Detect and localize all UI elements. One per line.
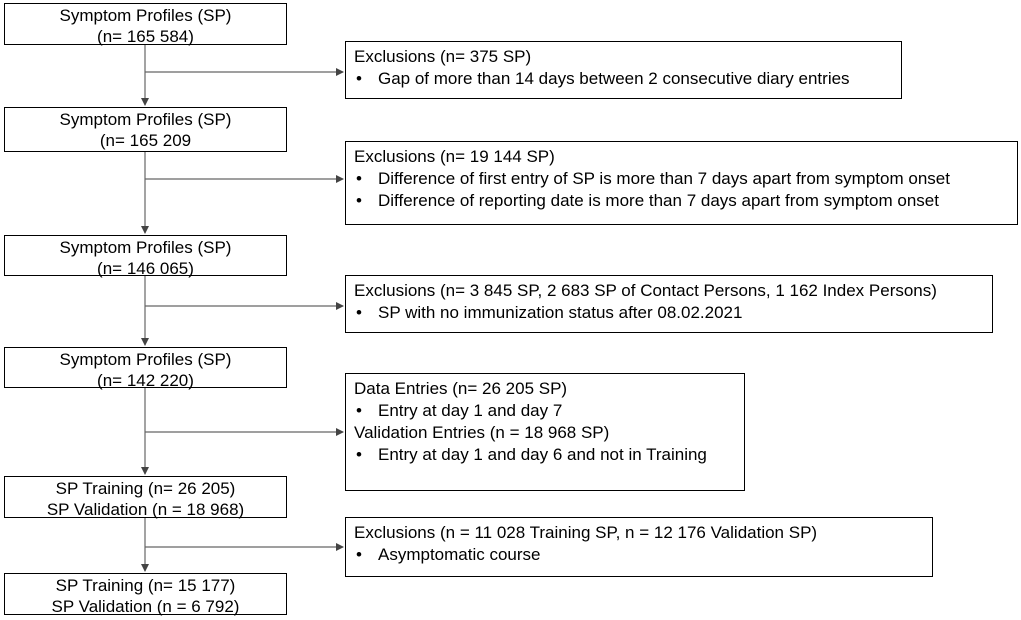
main-box-3 <box>4 235 287 276</box>
criterion-item: • Difference of reporting date is more than 7 days apart from symptom onset <box>354 190 1009 212</box>
criterion-item: • Entry at day 1 and day 7 <box>354 400 736 422</box>
box-title: Symptom Profiles (SP) <box>59 110 232 129</box>
box-count: (n= 146 065) <box>97 259 194 278</box>
data-entries-heading: Data Entries (n= 26 205 SP) <box>354 379 568 398</box>
box-validation: SP Validation (n = 18 968) <box>46 500 245 519</box>
criterion-item: • Entry at day 1 and day 6 and not in Training <box>354 444 736 466</box>
criterion-item: • Difference of first entry of SP is more than 7 days apart from symptom onset <box>354 168 1009 190</box>
box-count: (n= 165 584) <box>97 27 194 46</box>
box-title: Symptom Profiles (SP) <box>59 6 232 25</box>
exclusion-heading: Exclusions (n= 3 845 SP, 2 683 SP of Contact Persons, 1 162 Index Persons) <box>354 281 937 300</box>
main-box-1 <box>4 3 287 45</box>
data-entries-criteria <box>354 400 736 422</box>
exclusion-criteria <box>354 68 893 90</box>
criterion-item: • Asymptomatic course <box>354 544 924 566</box>
main-box-2 <box>4 107 287 152</box>
box-title: Symptom Profiles (SP) <box>59 238 232 257</box>
main-box-4 <box>4 347 287 388</box>
validation-entries-criteria <box>354 444 736 466</box>
validation-entries-heading: Validation Entries (n = 18 968 SP) <box>354 423 610 442</box>
main-box-6 <box>4 573 287 615</box>
box-title: Symptom Profiles (SP) <box>59 350 232 369</box>
data-entries-box <box>345 373 745 491</box>
exclusion-box-5 <box>345 517 933 577</box>
box-training: SP Training (n= 26 205) <box>55 479 236 498</box>
exclusion-box-3 <box>345 275 993 333</box>
box-training: SP Training (n= 15 177) <box>55 576 236 595</box>
exclusion-box-2 <box>345 141 1018 225</box>
main-box-5 <box>4 476 287 518</box>
criterion-item: • Gap of more than 14 days between 2 consecutive diary entries <box>354 68 893 90</box>
box-validation: SP Validation (n = 6 792) <box>51 597 240 616</box>
box-count: (n= 142 220) <box>97 371 194 390</box>
exclusion-criteria <box>354 168 1009 212</box>
exclusion-heading: Exclusions (n= 375 SP) <box>354 47 532 66</box>
exclusion-criteria <box>354 544 924 566</box>
exclusion-heading: Exclusions (n = 11 028 Training SP, n = 12 176 Validation SP) <box>354 523 818 542</box>
exclusion-criteria <box>354 302 984 324</box>
criterion-item: • SP with no immunization status after 08.02.2021 <box>354 302 984 324</box>
exclusion-box-1 <box>345 41 902 99</box>
box-count: (n= 165 209 <box>99 131 192 150</box>
exclusion-heading: Exclusions (n= 19 144 SP) <box>354 147 555 166</box>
